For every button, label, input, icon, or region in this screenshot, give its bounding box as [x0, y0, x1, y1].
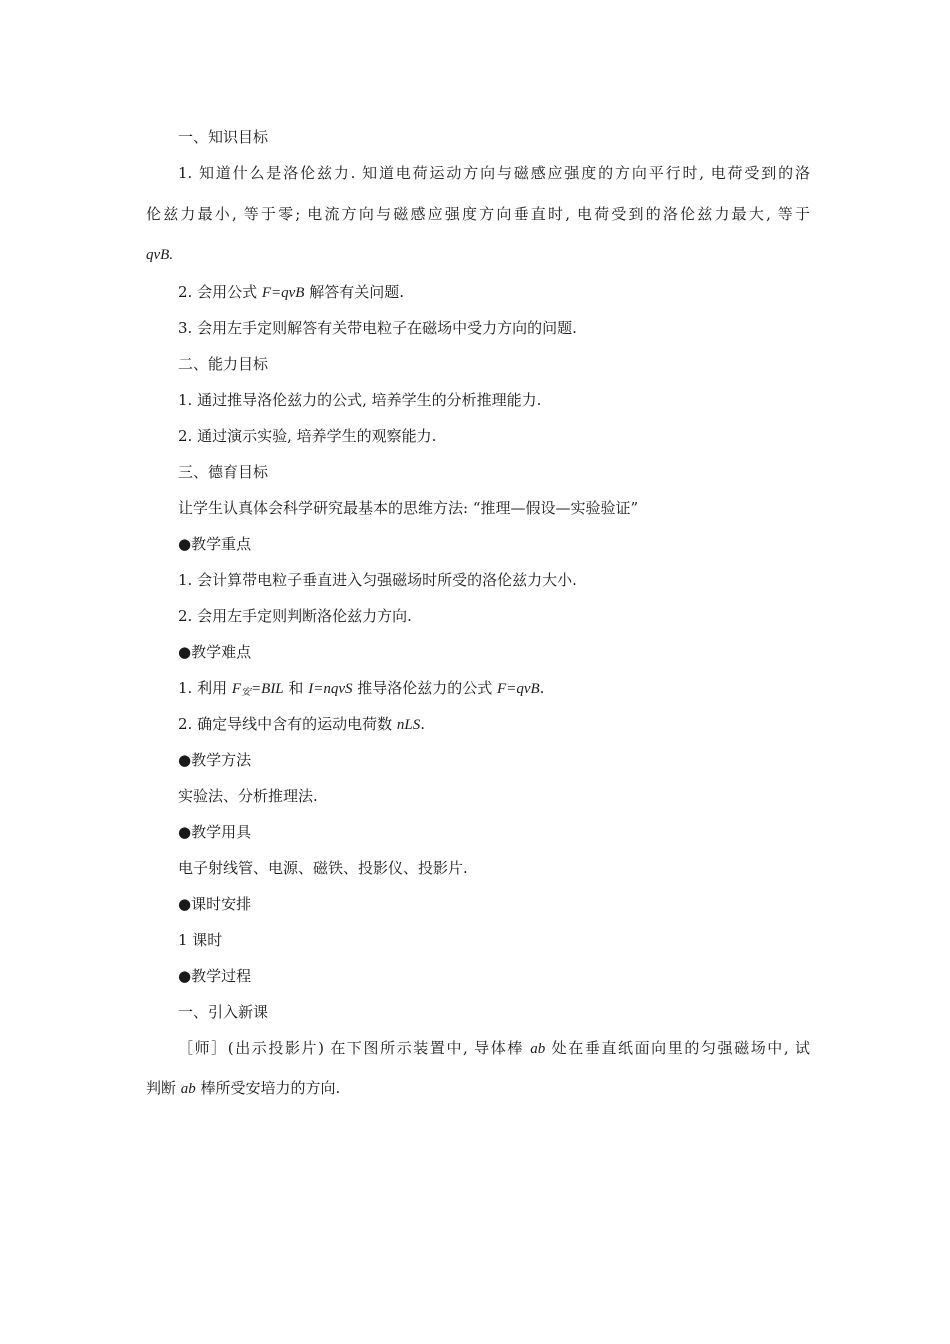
paragraph-line: 1. 会计算带电粒子垂直进入匀强磁场时所受的洛伦兹力大小.	[178, 571, 577, 589]
math-formula: F=qvB	[497, 681, 540, 697]
text-run: ［师］(出示投影片) 在下图所示装置中, 导体棒	[178, 1039, 531, 1057]
heading-difficulties: ●教学难点	[178, 643, 252, 661]
text-run: 棒所受安培力的方向.	[195, 1079, 341, 1097]
paragraph-line: 电子射线管、电源、磁铁、投影仪、投影片.	[178, 859, 468, 877]
paragraph-line: 2. 会用左手定则判断洛伦兹力方向.	[178, 607, 412, 625]
text-run: 判断	[146, 1079, 181, 1097]
paragraph-line: 1 课时	[178, 931, 223, 949]
paragraph-line	[178, 678, 544, 703]
heading-schedule: ●课时安排	[178, 895, 252, 913]
heading-ability-goals: 二、能力目标	[178, 355, 269, 373]
text-run: 推导洛伦兹力的公式	[352, 679, 498, 697]
math-formula: F=qvB	[261, 285, 305, 301]
text-run: 解答有关问题.	[304, 283, 405, 301]
paragraph-line: 1. 知道什么是洛伦兹力. 知道电荷运动方向与磁感应强度的方向平行时, 电荷受到的洛	[178, 164, 810, 182]
heading-methods: ●教学方法	[178, 751, 252, 769]
text-run: 处在垂直纸面向里的匀强磁场中, 试	[545, 1039, 811, 1057]
text-run: .	[539, 679, 545, 697]
text-run: 1. 利用	[178, 679, 232, 697]
paragraph-line	[146, 244, 173, 265]
heading-tools: ●教学用具	[178, 823, 252, 841]
paragraph-line: 1. 通过推导洛伦兹力的公式, 培养学生的分析推理能力.	[178, 391, 542, 409]
math-text: ab	[530, 1041, 546, 1057]
paragraph-line: 伦兹力最小, 等于零; 电流方向与磁感应强度方向垂直时, 电荷受到的洛伦兹力最大, 等于	[146, 205, 810, 223]
heading-key-points: ●教学重点	[178, 535, 252, 553]
math-text: nLS	[396, 717, 421, 733]
paragraph-line: 2. 通过演示实验, 培养学生的观察能力.	[178, 427, 437, 445]
paragraph-line: 3. 会用左手定则解答有关带电粒子在磁场中受力方向的问题.	[178, 319, 577, 337]
math-formula: I=nqvS	[308, 681, 353, 697]
paragraph-line	[178, 714, 425, 735]
text-run: 2. 确定导线中含有的运动电荷数	[178, 715, 397, 733]
text-run: 和	[283, 679, 309, 697]
heading-knowledge-goals: 一、知识目标	[178, 128, 269, 146]
text-run: 2. 会用公式	[178, 283, 262, 301]
math-text: qvB.	[146, 247, 174, 263]
math-text: ab	[180, 1081, 196, 1097]
paragraph-line	[178, 1038, 810, 1059]
heading-moral-goals: 三、德育目标	[178, 463, 269, 481]
math-formula: $F_安=BIL$	[231, 681, 284, 698]
paragraph-line: 实验法、分析推理法.	[178, 787, 318, 805]
paragraph-line: 让学生认真体会科学研究最基本的思维方法: “推理—假设—实验验证”	[178, 499, 639, 517]
heading-process: ●教学过程	[178, 967, 252, 985]
text-run: .	[420, 715, 425, 733]
paragraph-line	[178, 282, 404, 303]
paragraph-line	[146, 1078, 340, 1099]
heading-intro: 一、引入新课	[178, 1003, 269, 1021]
